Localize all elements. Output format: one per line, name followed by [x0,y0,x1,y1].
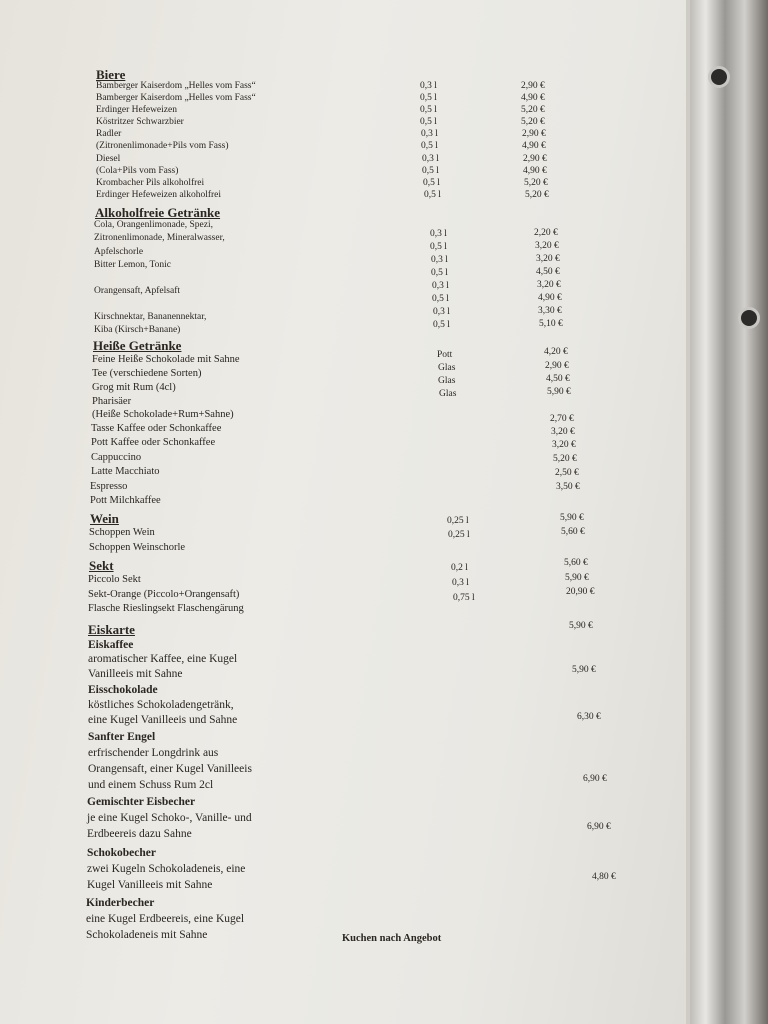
ice-item-desc: erfrischender Longdrink aus [88,747,219,759]
menu-item-size: 0,5 l [422,166,439,176]
ice-item-desc: je eine Kugel Schoko-, Vanille- und [87,812,252,824]
menu-item-name: Flasche Rieslingsekt Flaschengärung [88,603,244,614]
menu-item-name: Grog mit Rum (4cl) [92,382,176,393]
menu-item-price: 5,20 € [521,117,545,127]
ice-item-desc: Kugel Vanilleeis mit Sahne [87,879,213,891]
menu-item-name: (Zitronenlimonade+Pils vom Fass) [96,141,229,151]
menu-item-price: 2,20 € [534,228,558,238]
menu-item-size: Glas [438,376,456,386]
ice-item-title: Eiskaffee [88,639,134,651]
menu-item-name: Cola, Orangenlimonade, Spezi, [94,220,213,230]
menu-item-name: Radler [96,129,122,139]
ice-item-desc: Orangensaft, einer Kugel Vanilleeis [88,763,252,775]
menu-item-name: Pharisäer [92,396,132,407]
menu-item-name: Tasse Kaffee oder Schonkaffee [91,423,222,434]
menu-item-price: 5,20 € [524,178,548,188]
menu-item-price: 3,20 € [535,241,559,251]
menu-item-size: 0,3 l [422,154,439,164]
menu-item-price: 2,90 € [545,361,569,371]
menu-item-size: 0,3 l [431,255,448,265]
menu-item-price: 3,20 € [551,427,575,437]
section-heading-wein: Wein [90,511,119,526]
menu-item-price: 20,90 € [566,587,595,597]
menu-item-name: Tee (verschiedene Sorten) [92,368,202,379]
menu-item-size: 0,5 l [433,320,450,330]
ice-item-title: Eisschokolade [88,684,158,696]
ice-item-price: 6,30 € [577,712,601,722]
menu-item-size: 0,5 l [424,190,441,200]
ice-item-desc: zwei Kugeln Schokoladeneis, eine [87,863,246,875]
menu-item-size: 0,25 l [448,530,470,540]
ice-item-desc: Schokoladeneis mit Sahne [86,929,208,941]
menu-item-name: Kiba (Kirsch+Banane) [94,325,181,335]
menu-item-price: 5,60 € [564,558,588,568]
section-heading-eiskarte: Eiskarte [88,622,135,637]
menu-item-price: 2,70 € [550,414,574,424]
menu-item-price: 4,90 € [523,166,547,176]
menu-item-size: 0,5 l [431,268,448,278]
menu-item-size: 0,3 l [420,81,437,91]
menu-item-size: Glas [439,389,457,399]
menu-item-name: Diesel [96,154,121,164]
menu-item-price: 4,50 € [546,374,570,384]
menu-item-size: 0,5 l [420,117,437,127]
menu-item-size: 0,5 l [421,141,438,151]
menu-item-name: Apfelschorle [94,247,144,257]
ice-item-price: 6,90 € [583,774,607,784]
ice-item-desc: und einem Schuss Rum 2cl [88,779,214,791]
menu-item-name: Bamberger Kaiserdom „Helles vom Fass“ [96,81,256,91]
menu-item-price: 4,50 € [536,267,560,277]
menu-item-size: 0,5 l [420,93,437,103]
ice-item-title: Kinderbecher [86,897,155,909]
menu-item-name: Schoppen Weinschorle [89,542,186,553]
menu-item-name: Erdinger Hefeweizen alkoholfrei [96,190,222,200]
ice-item-desc: eine Kugel Vanilleeis und Sahne [88,714,238,726]
menu-item-size: 0,3 l [430,229,447,239]
menu-item-price: 3,20 € [536,254,560,264]
menu-item-name: Sekt-Orange (Piccolo+Orangensaft) [88,589,240,600]
menu-item-price: 5,10 € [539,319,563,329]
menu-item-name: (Heiße Schokolade+Rum+Sahne) [92,409,234,420]
menu-item-size: 0,25 l [447,516,469,526]
menu-item-price: 5,90 € [565,573,589,583]
menu-item-size: 0,3 l [433,307,450,317]
menu-item-size: 0,5 l [423,178,440,188]
menu-item-price: 4,90 € [538,293,562,303]
menu-item-size: 0,5 l [432,294,449,304]
menu-item-size: 0,2 l [451,563,468,573]
menu-item-size: 0,3 l [452,578,469,588]
footer-note: Kuchen nach Angebot [342,933,442,944]
menu-item-price: 5,20 € [553,454,577,464]
ice-item-desc: aromatischer Kaffee, eine Kugel [88,653,238,665]
ice-item-title: Schokobecher [87,847,156,859]
menu-item-name: Piccolo Sekt [88,574,141,585]
menu-item-size: Glas [438,363,456,373]
menu-item-name: (Cola+Pils vom Fass) [96,166,179,176]
section-heading-heisse: Heiße Getränke [93,338,182,353]
menu-item-name: Feine Heiße Schokolade mit Sahne [92,354,240,365]
menu-item-price: 5,20 € [521,105,545,115]
menu-item-price: 3,30 € [538,306,562,316]
menu-item-name: Erdinger Hefeweizen [96,105,177,115]
menu-item-name: Bamberger Kaiserdom „Helles vom Fass“ [96,93,256,103]
ice-item-desc: Vanilleeis mit Sahne [88,668,183,680]
section-heading-biere: Biere [96,67,126,82]
menu-item-name: Krombacher Pils alkoholfrei [96,178,205,188]
ice-item-title: Gemischter Eisbecher [87,796,196,808]
ice-item-price: 5,90 € [572,665,596,675]
menu-item-name: Pott Kaffee oder Schonkaffee [91,437,216,448]
menu-item-name: Orangensaft, Apfelsaft [94,286,180,296]
ice-item-desc: köstliches Schokoladengetränk, [88,699,234,711]
menu-item-price: 5,90 € [560,513,584,523]
menu-item-name: Latte Macchiato [91,466,160,477]
menu-item-price: 5,20 € [525,190,549,200]
menu-item-size: 0,5 l [420,105,437,115]
menu-item-price: 5,90 € [547,387,571,397]
menu-item-price: 2,50 € [555,468,579,478]
menu-item-name: Cappuccino [91,452,142,463]
menu-item-price: 2,90 € [521,81,545,91]
menu-item-price: 2,90 € [522,129,546,139]
section-heading-alkoholfrei: Alkoholfreie Getränke [95,205,221,220]
menu-item-price: 3,20 € [552,440,576,450]
section-heading-sekt: Sekt [89,558,114,573]
menu-item-price: 5,60 € [561,527,585,537]
menu-item-size: 0,3 l [432,281,449,291]
menu-item-price: 4,90 € [522,141,546,151]
ice-item-desc: Erdbeereis dazu Sahne [87,828,192,840]
menu-item-price: 4,90 € [521,93,545,103]
menu-item-price: 3,50 € [556,482,580,492]
ice-item-price: 5,90 € [569,621,593,631]
ice-item-price: 4,80 € [592,872,616,882]
menu-item-name: Bitter Lemon, Tonic [94,260,171,270]
menu-item-name: Schoppen Wein [89,527,155,538]
menu-item-size: 0,75 l [453,593,475,603]
menu-item-size: 0,5 l [430,242,447,252]
binder-hole [738,307,760,329]
menu-item-name: Kirschnektar, Bananennektar, [94,312,207,322]
menu-item-price: 4,20 € [544,347,568,357]
ice-item-desc: eine Kugel Erdbeereis, eine Kugel [86,913,245,925]
ice-item-title: Sanfter Engel [88,731,156,743]
menu-item-name: Köstritzer Schwarzbier [96,117,184,127]
menu-item-name: Zitronenlimonade, Mineralwasser, [94,233,225,243]
menu-item-size: 0,3 l [421,129,438,139]
ice-item-price: 6,90 € [587,822,611,832]
menu-item-name: Espresso [90,481,128,492]
menu-item-price: 3,20 € [537,280,561,290]
menu-item-name: Pott Milchkaffee [90,495,161,506]
menu-item-size: Pott [437,350,453,360]
menu-item-price: 2,90 € [523,154,547,164]
